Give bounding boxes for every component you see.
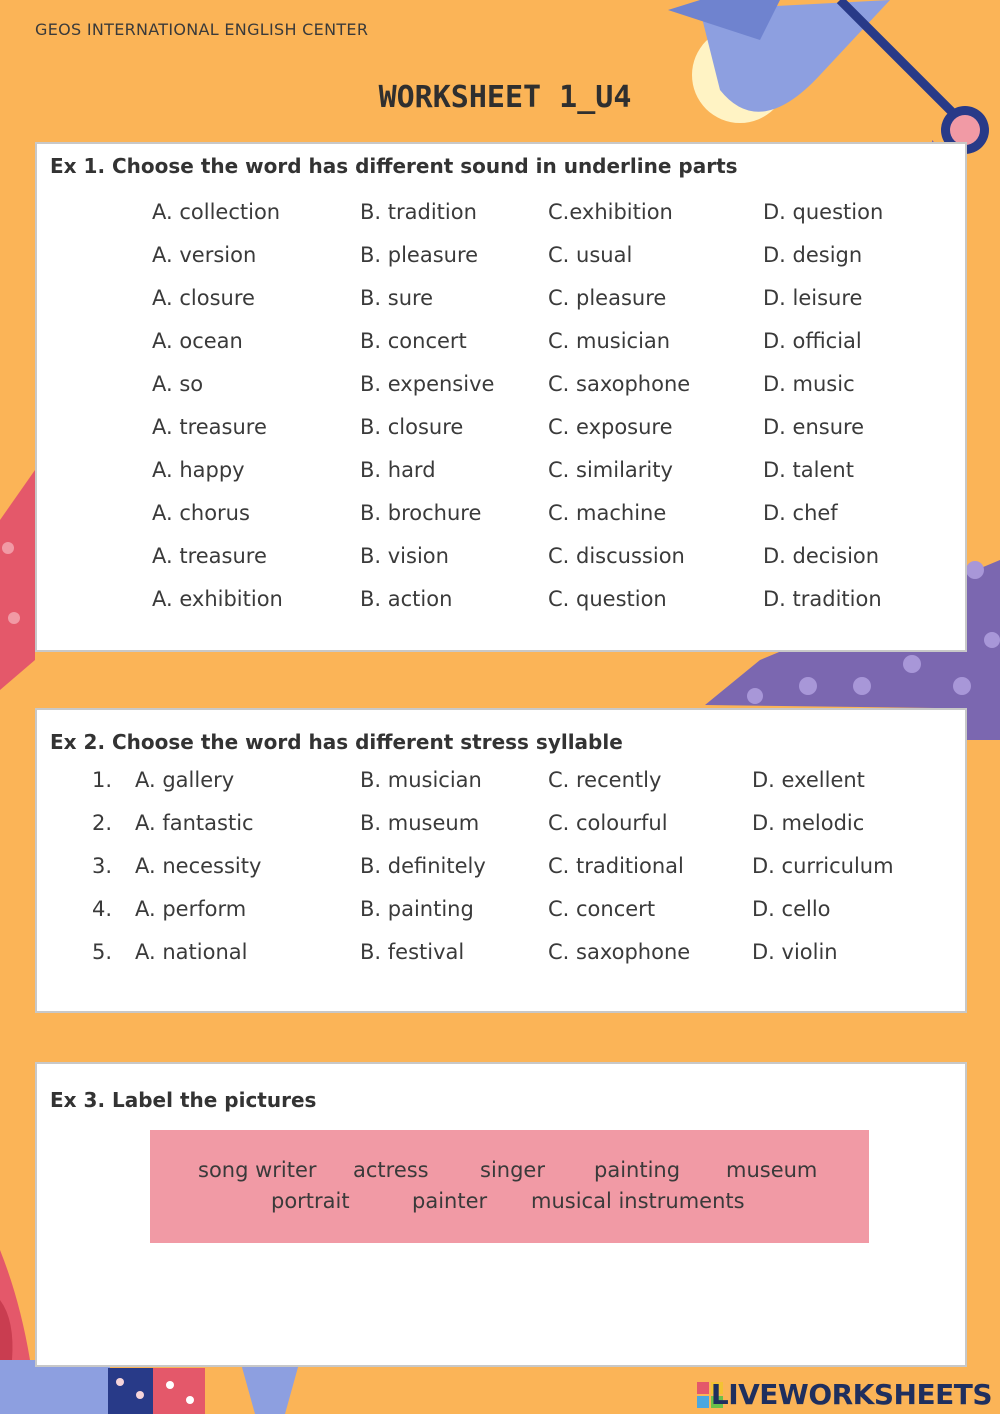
answer-option[interactable]: D. leisure [763,286,863,310]
answer-option[interactable]: C. machine [548,501,667,525]
word-bank-item: museum [726,1158,818,1182]
answer-option[interactable]: D. ensure [763,415,865,439]
answer-option[interactable]: C. colourful [548,811,668,835]
answer-option[interactable]: A. necessity [135,854,262,878]
answer-option[interactable]: C.exhibition [548,200,673,224]
answer-option[interactable]: C. saxophone [548,372,691,396]
answer-option[interactable]: B. hard [360,458,436,482]
exercise-3-title: Ex 3. Label the pictures [50,1088,317,1112]
exercise-2-panel [35,708,967,1013]
word-bank-item: portrait [271,1189,350,1213]
exercise-1-title: Ex 1. Choose the word has different sound in underline parts [50,154,738,178]
answer-option[interactable]: A. gallery [135,768,235,792]
answer-option[interactable]: A. treasure [152,544,267,568]
question-number: 3. [92,854,113,878]
question-number: 2. [92,811,113,835]
answer-option[interactable]: D. curriculum [752,854,894,878]
answer-option[interactable]: B. musician [360,768,482,792]
answer-option[interactable]: C. discussion [548,544,685,568]
worksheet-title: WORKSHEET 1_U4 [378,80,632,115]
word-bank-item: painting [594,1158,681,1182]
answer-option[interactable]: C. saxophone [548,940,691,964]
word-bank-item: musical instruments [531,1189,745,1213]
answer-option[interactable]: B. brochure [360,501,482,525]
answer-option[interactable]: A. perform [135,897,247,921]
answer-option[interactable]: D. cello [752,897,831,921]
exercise-1-panel [35,142,967,652]
answer-option[interactable]: D. chef [763,501,838,525]
answer-option[interactable]: C. recently [548,768,662,792]
answer-option[interactable]: D. violin [752,940,838,964]
question-number: 4. [92,897,113,921]
answer-option[interactable]: D. exellent [752,768,865,792]
answer-option[interactable]: D. official [763,329,862,353]
answer-option[interactable]: A. chorus [152,501,250,525]
answer-option[interactable]: A. collection [152,200,281,224]
answer-option[interactable]: C. musician [548,329,671,353]
answer-option[interactable]: B. action [360,587,453,611]
word-bank-item: actress [353,1158,429,1182]
answer-option[interactable]: B. concert [360,329,467,353]
answer-option[interactable]: C. question [548,587,667,611]
answer-option[interactable]: B. definitely [360,854,486,878]
answer-option[interactable]: C. exposure [548,415,673,439]
answer-option[interactable]: C. usual [548,243,633,267]
answer-option[interactable]: A. national [135,940,248,964]
answer-option[interactable]: D. melodic [752,811,865,835]
answer-option[interactable]: C. pleasure [548,286,667,310]
liveworksheets-brand[interactable]: LIVEWORKSHEETS [710,1378,992,1411]
answer-option[interactable]: A. exhibition [152,587,283,611]
answer-option[interactable]: D. question [763,200,884,224]
word-bank-item: song writer [198,1158,317,1182]
answer-option[interactable]: D. tradition [763,587,882,611]
question-number: 1. [92,768,113,792]
answer-option[interactable]: B. tradition [360,200,477,224]
answer-option[interactable]: A. treasure [152,415,267,439]
answer-option[interactable]: A. ocean [152,329,243,353]
exercise-2-title: Ex 2. Choose the word has different stress syllable [50,730,623,754]
answer-option[interactable]: A. version [152,243,257,267]
word-bank-item: singer [480,1158,545,1182]
question-number: 5. [92,940,113,964]
answer-option[interactable]: B. closure [360,415,464,439]
answer-option[interactable]: A. happy [152,458,245,482]
answer-option[interactable]: A. so [152,372,204,396]
organization-name: GEOS INTERNATIONAL ENGLISH CENTER [35,20,369,39]
answer-option[interactable]: D. talent [763,458,854,482]
answer-option[interactable]: C. concert [548,897,656,921]
answer-option[interactable]: A. closure [152,286,255,310]
answer-option[interactable]: B. museum [360,811,480,835]
answer-option[interactable]: D. decision [763,544,880,568]
answer-option[interactable]: C. traditional [548,854,684,878]
answer-option[interactable]: D. design [763,243,863,267]
word-bank-item: painter [412,1189,488,1213]
word-bank [150,1130,869,1243]
answer-option[interactable]: B. festival [360,940,465,964]
answer-option[interactable]: C. similarity [548,458,673,482]
answer-option[interactable]: B. painting [360,897,474,921]
answer-option[interactable]: B. vision [360,544,449,568]
answer-option[interactable]: B. pleasure [360,243,479,267]
answer-option[interactable]: B. expensive [360,372,495,396]
answer-option[interactable]: A. fantastic [135,811,254,835]
answer-option[interactable]: B. sure [360,286,434,310]
answer-option[interactable]: D. music [763,372,855,396]
